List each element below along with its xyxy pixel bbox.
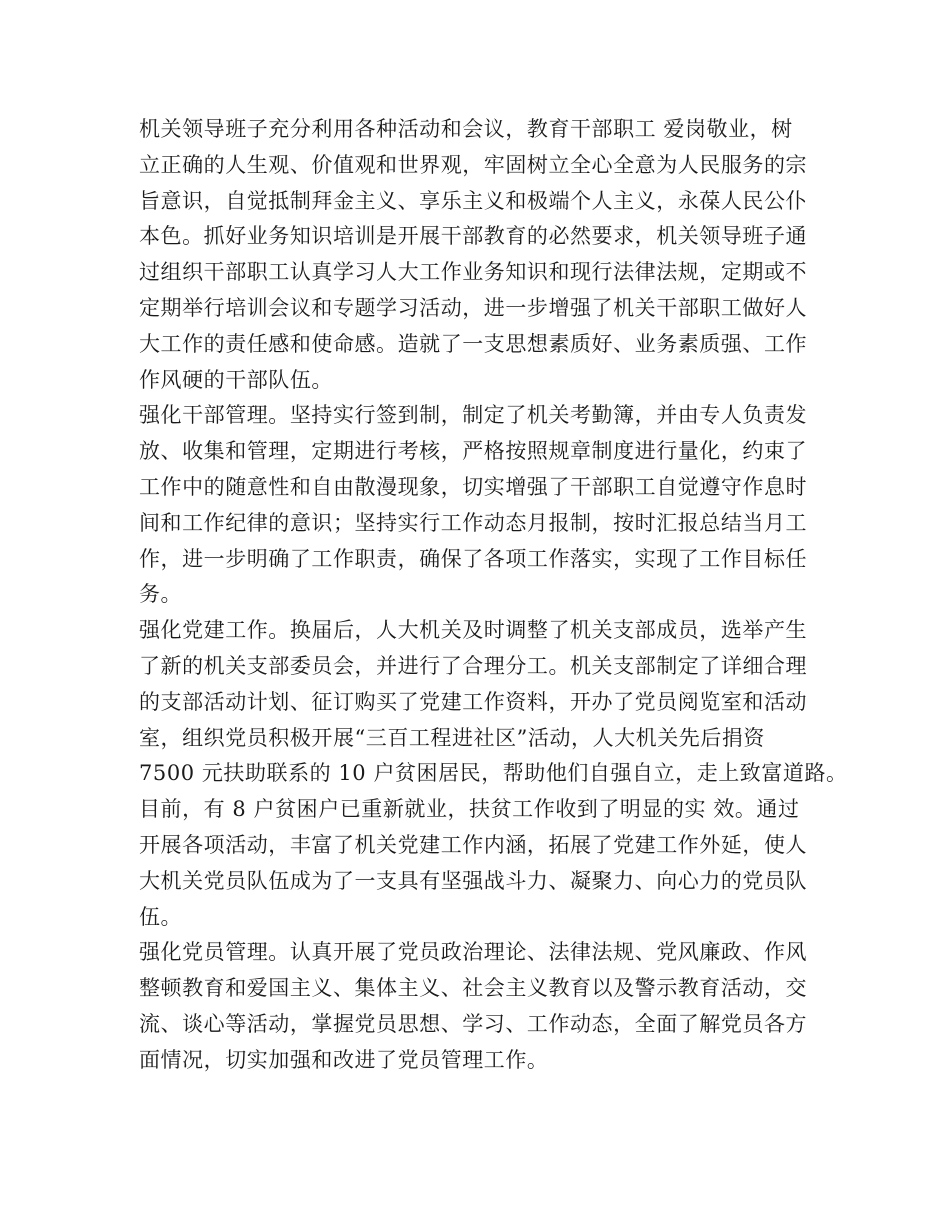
text-line: 工作中的随意性和自由散漫现象，切实增强了干部职工自觉遵守作息时 <box>139 474 808 499</box>
text-line: 室，组织党员积极开展“三百工程进社区”活动，人大机关先后捐资 <box>139 725 765 750</box>
text-line: 的支部活动计划、征订购买了党建工作资料，开办了党员阅览室和活动 <box>139 689 808 714</box>
text-line: 目前，有 8 户贫困户已重新就业，扶贫工作收到了明显的实 效。通过 <box>139 797 800 822</box>
text-line: 间和工作纪律的意识；坚持实行工作动态月报制，按时汇报总结当月工 <box>139 510 808 535</box>
document-body <box>139 112 848 1079</box>
text-line: 强化党建工作。换届后，人大机关及时调整了机关支部成员，选举产生 <box>139 618 808 643</box>
text-line: 立正确的人生观、价值观和世界观，牢固树立全心全意为人民服务的宗 <box>139 152 808 177</box>
text-line: 整顿教育和爱国主义、集体主义、社会主义教育以及警示教育活动，交 <box>139 976 808 1001</box>
text-line: 机关领导班子充分利用各种活动和会议，教育干部职工 爱岗敬业，树 <box>139 117 793 141</box>
text-line: 放、收集和管理，定期进行考核，严格按照规章制度进行量化，约束了 <box>139 439 808 464</box>
text-line: 强化干部管理。坚持实行签到制，制定了机关考勤簿，并由专人负责发 <box>139 403 808 428</box>
text-line: 定期举行培训会议和专题学习活动，进一步增强了机关干部职工做好人 <box>139 295 808 320</box>
text-line: 流、谈心等活动，掌握党员思想、学习、工作动态，全面了解党员各方 <box>139 1011 808 1036</box>
text-line: 本色。抓好业务知识培训是开展干部教育的必然要求，机关领导班子通 <box>139 224 808 249</box>
text-line: 强化党员管理。认真开展了党员政治理论、法律法规、党风廉政、作风 <box>139 940 808 965</box>
text-line: 大机关党员队伍成为了一支具有坚强战斗力、凝聚力、向心力的党员队 <box>139 868 808 893</box>
text-line: 作风硬的干部队伍。 <box>139 367 333 392</box>
text-line: 开展各项活动，丰富了机关党建工作内涵，拓展了党建工作外延，使人 <box>139 832 808 857</box>
text-line: 作，进一步明确了工作职责，确保了各项工作落实，实现了工作目标任 <box>139 546 808 571</box>
text-line: 旨意识，自觉抵制拜金主义、享乐主义和极端个人主义，永葆人民公仆 <box>139 188 808 213</box>
text-line: 伍。 <box>139 904 183 929</box>
text-line: 过组织干部职工认真学习人大工作业务知识和现行法律法规，定期或不 <box>139 260 808 285</box>
text-line: 务。 <box>139 582 183 607</box>
text-line: 大工作的责任感和使命感。造就了一支思想素质好、业务素质强、工作 <box>139 331 808 356</box>
text-line: 7500 元扶助联系的 10 户贫困居民，帮助他们自强自立，走上致富道路。 <box>139 761 848 786</box>
text-line: 面情况，切实加强和改进了党员管理工作。 <box>139 1047 549 1072</box>
text-line: 了新的机关支部委员会，并进行了合理分工。机关支部制定了详细合理 <box>139 653 808 678</box>
